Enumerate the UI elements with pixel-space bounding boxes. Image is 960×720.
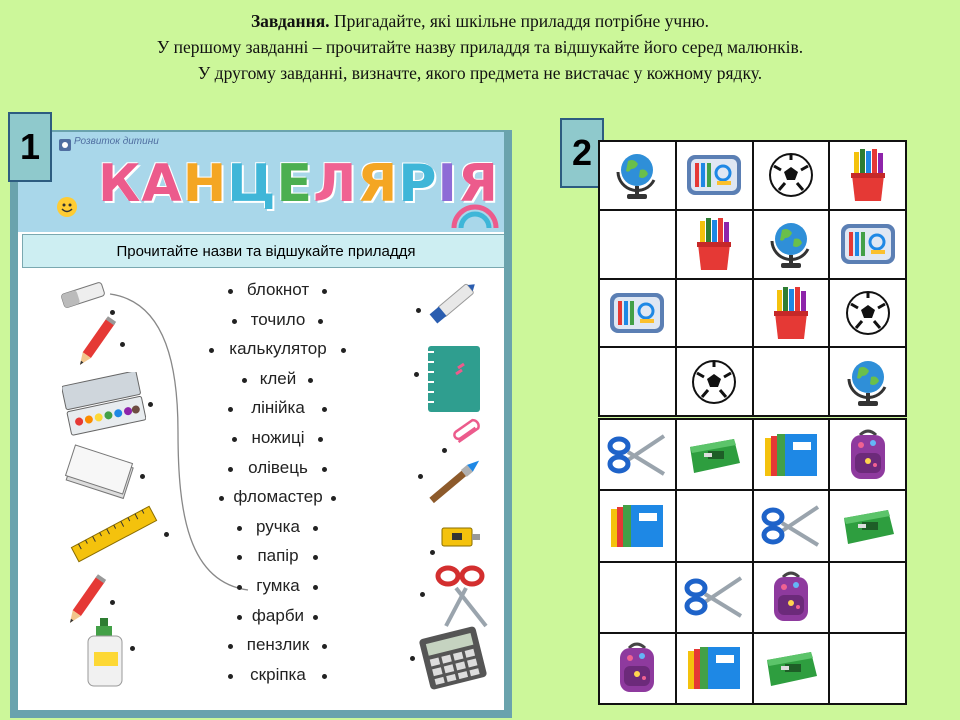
task-number-2: 2 (560, 118, 604, 188)
grid-cell-globe (600, 142, 675, 209)
title-letter: Ц (227, 154, 277, 214)
match-dot[interactable] (414, 372, 419, 377)
match-dot[interactable] (420, 592, 425, 597)
header-line-1-text: Пригадайте, які шкільне приладдя потрібне учню. (329, 11, 710, 31)
match-dot[interactable] (313, 615, 318, 620)
ruler-icon[interactable] (66, 502, 162, 571)
match-dot[interactable] (242, 378, 247, 383)
word-item: фломастер (233, 487, 323, 507)
match-dot[interactable] (313, 526, 318, 531)
title-letter: К (98, 154, 142, 214)
grid-cell-scissors (754, 491, 829, 560)
notebook-icon[interactable] (422, 342, 486, 421)
grid-cell-ball (754, 142, 829, 209)
word-item: фарби (251, 605, 305, 625)
sharpener-icon (684, 433, 744, 477)
match-dot[interactable] (318, 437, 323, 442)
calculator-icon[interactable] (418, 626, 488, 695)
grid-cell-ball (677, 348, 752, 415)
grid-cell-scissors (677, 563, 752, 632)
task-label: Завдання. (250, 11, 330, 31)
match-dot[interactable] (341, 348, 346, 353)
notebooks-icon (607, 501, 667, 551)
grid-cell-notebooks (600, 491, 675, 560)
grid-cell-empty[interactable] (677, 280, 752, 347)
sharpener-icon (761, 646, 821, 690)
task-number-1: 1 (8, 112, 52, 182)
match-dot[interactable] (228, 467, 233, 472)
word-item: калькулятор (229, 339, 327, 359)
match-dot[interactable] (322, 674, 327, 679)
match-dot[interactable] (410, 656, 415, 661)
backpack-icon (843, 427, 893, 483)
grid-cell-pencil-cup (677, 211, 752, 278)
backpack-icon (612, 640, 662, 696)
match-dot[interactable] (164, 532, 169, 537)
grid-cell-empty[interactable] (754, 348, 829, 415)
scissors-icon (683, 572, 745, 622)
pencil-case-icon (685, 151, 743, 199)
match-dot[interactable] (228, 289, 233, 294)
pencil-cup-icon (766, 285, 816, 341)
word-item: гумка (256, 576, 300, 595)
pencil-case-icon (608, 289, 666, 337)
grid-cell-globe (830, 348, 905, 415)
ball-icon (689, 357, 739, 407)
grid-cell-ball (830, 280, 905, 347)
title-letter: А (141, 154, 183, 214)
match-dot[interactable] (228, 674, 233, 679)
title-letter: Я (357, 154, 399, 214)
grid-cell-globe (754, 211, 829, 278)
pencil-case-icon (839, 220, 897, 268)
title-letter: Л (313, 154, 358, 214)
pencil-icon[interactable] (74, 312, 118, 377)
eraser-icon[interactable] (58, 280, 108, 315)
glue-bottle-icon[interactable] (82, 616, 128, 695)
match-dot[interactable] (140, 474, 145, 479)
puzzle-grid-b (598, 418, 907, 705)
worksheet-body (18, 132, 504, 710)
grid-cell-empty[interactable] (830, 634, 905, 703)
header-line-1 (0, 8, 960, 34)
word-item: ручка (256, 516, 300, 536)
notebooks-icon (684, 643, 744, 693)
pencil-cup-icon (689, 216, 739, 272)
grid-cell-pencil-case (830, 211, 905, 278)
sharpener-icon (838, 504, 898, 548)
grid-cell-sharpener (754, 634, 829, 703)
task-header (0, 8, 960, 86)
match-dot[interactable] (228, 644, 233, 649)
match-dot[interactable] (430, 550, 435, 555)
ball-icon (766, 150, 816, 200)
globe-icon (841, 355, 895, 409)
title-letter: Р (398, 154, 438, 214)
match-dot[interactable] (318, 319, 323, 324)
worksheet-stationery (10, 130, 512, 718)
grid-cell-notebooks (754, 420, 829, 489)
grid-cell-sharpener (677, 420, 752, 489)
scissors-icon (606, 430, 668, 480)
grid-cell-notebooks (677, 634, 752, 703)
grid-cell-empty[interactable] (600, 348, 675, 415)
grid-cell-backpack (754, 563, 829, 632)
pencil-cup-icon (843, 147, 893, 203)
grid-cell-pencil-case (677, 142, 752, 209)
marker-icon[interactable] (424, 278, 484, 333)
paper-stack-icon[interactable] (62, 444, 138, 507)
brand-name: Розвиток дитини (74, 136, 159, 147)
title-letter: Н (182, 154, 228, 214)
grid-cell-empty[interactable] (600, 563, 675, 632)
match-dot[interactable] (416, 308, 421, 313)
grid-cell-pencil-case (600, 280, 675, 347)
match-dot[interactable] (120, 342, 125, 347)
match-dot[interactable] (313, 585, 318, 590)
grid-cell-sharpener (830, 491, 905, 560)
globe-icon (610, 148, 664, 202)
notebooks-icon (761, 430, 821, 480)
word-item: ножиці (251, 428, 305, 447)
word-item: скріпка (250, 664, 306, 684)
ball-icon (843, 288, 893, 338)
header-line-3: У другому завданні, визначте, якого предмета не вистачає у кожному рядку. (197, 63, 763, 83)
title-letter: Е (276, 154, 314, 214)
match-dot[interactable] (219, 496, 224, 501)
grid-cell-pencil-cup (754, 280, 829, 347)
match-dot[interactable] (237, 526, 242, 531)
grid-cell-empty[interactable] (830, 563, 905, 632)
match-dot[interactable] (322, 467, 327, 472)
match-dot[interactable] (418, 474, 423, 479)
worksheet-instruction: Прочитайте назви та відшукайте приладдя (22, 234, 504, 268)
word-item: лінійка (251, 398, 305, 418)
sharpener-icon[interactable] (438, 520, 484, 559)
match-dot[interactable] (110, 600, 115, 605)
word-item: олівець (248, 457, 308, 477)
grid-cell-pencil-cup (830, 142, 905, 209)
paintbrush-icon[interactable] (426, 444, 490, 519)
globe-icon (764, 217, 818, 271)
grid-cell-backpack (830, 420, 905, 489)
match-dot[interactable] (130, 646, 135, 651)
grid-cell-backpack (600, 634, 675, 703)
word-item: точило (250, 309, 306, 329)
backpack-icon (766, 569, 816, 625)
match-dot[interactable] (148, 402, 153, 407)
scissors-icon (760, 501, 822, 551)
puzzle-grid-a (598, 140, 907, 417)
header-line-2: У першому завданні – прочитайте назву приладдя та відшукайте його серед малюнків. (156, 37, 804, 57)
title-letter: Я (457, 154, 499, 214)
word-item: блокнот (246, 280, 310, 299)
grid-cell-scissors (600, 420, 675, 489)
word-item: пензлик (246, 635, 310, 655)
match-dot[interactable] (237, 615, 242, 620)
grid-cell-empty[interactable] (677, 491, 752, 560)
title-letter: І (437, 154, 458, 214)
grid-cell-empty[interactable] (600, 211, 675, 278)
paint-box-icon[interactable] (62, 372, 146, 441)
word-item: папір (257, 546, 299, 566)
word-item: клей (259, 368, 297, 388)
match-dot[interactable] (237, 585, 242, 590)
